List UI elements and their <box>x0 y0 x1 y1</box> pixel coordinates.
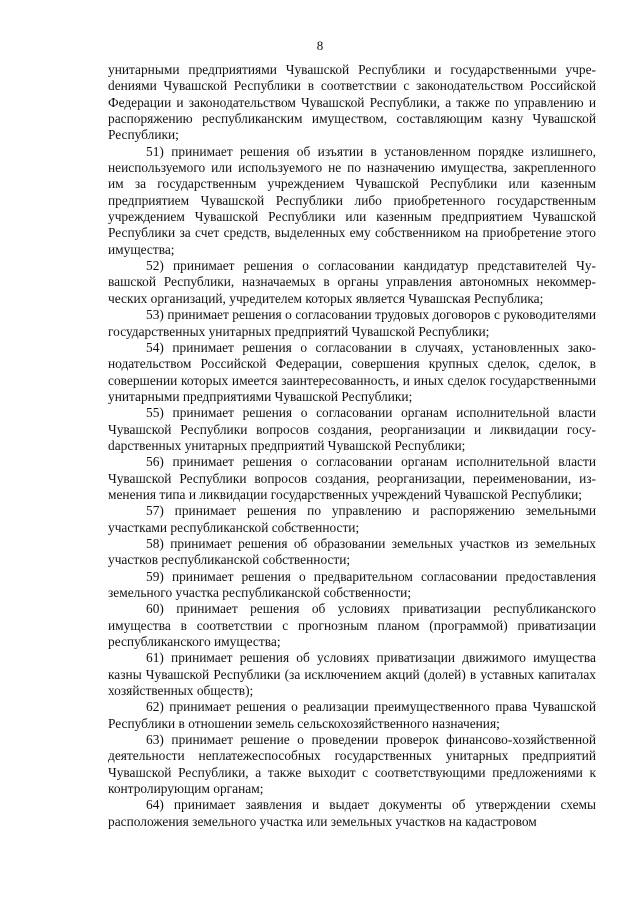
paragraph-item-58: 58) принимает решения об образовании земельных участков из земельных участков республиканской собственности; <box>108 535 596 568</box>
paragraph-item-59: 59) принимает решения о предварительном согласовании предоставления земельного участка республиканской собственности; <box>108 568 596 600</box>
paragraph-item-52: 52) принимает решения о согласовании кандидатур представителей Чувашской Республики, назначаемых в органы управления автономных некоммерческих организаций, учредителем которых является Чувашская Республика; <box>108 258 596 306</box>
paragraph-item-51: 51) принимает решения об изъятии в установленном порядке излишнего, неиспользуемого или используемого не по назначению имущества, закрепленного им за государственным учреждением Чувашской Республики или казенным предприятием Чувашской Республики либо приобретенного государственным учреждением Чувашской Республики или казенным предприятием Чувашской Республики за счет средств, выделенных ему собственником на приобретение этого имущества; <box>108 143 596 257</box>
paragraph-item-55: 55) принимает решения о согласовании органам исполнительной власти Чувашской Республики вопросов создания, реорганизации и ликвидации госуdарственных унитарных предприятий Чувашской Республики; <box>108 405 596 453</box>
paragraph-item-53: 53) принимает решения о согласовании трудовых договоров с руководителями государственных унитарных предприятий Чувашской Республики; <box>108 307 596 339</box>
paragraph-item-64: 64) принимает заявления и выдает документы об утверждении схемы расположения земельного участка или земельных участков на кадастровом <box>108 797 596 829</box>
page-number: 8 <box>316 38 324 53</box>
document-body <box>108 62 596 830</box>
paragraph-item-54: 54) принимает решения о согласовании в случаях, установленных законодательством Российской Федерации, совершения крупных сделок, сделок, в совершении которых имеется заинтересованность, и иных сделок государственными унитарными предприятиями Чувашской Республики; <box>108 339 596 404</box>
paragraph-item-56: 56) принимает решения о согласовании органам исполнительной власти Чувашской Республики вопросов создания, реорганизации, переименовании, изменения типа и ликвидации государственных учреждений Чувашской Республики; <box>108 454 596 502</box>
paragraph-item-62: 62) принимает решения о реализации преимущественного права Чувашской Республики в отношении земель сельскохозяйственного назначения; <box>108 699 596 731</box>
paragraph-item-60: 60) принимает решения об условиях приватизации республиканского имущества в соответствии с прогнозным планом (программой) приватизации республиканского имущества; <box>108 601 596 650</box>
paragraph-item-63: 63) принимает решение о проведении проверок финансово-хозяйственной деятельности неплатежеспособных государственных унитарных предприятий Чувашской Республики, а также выходит с соответствующими предложениями к контролирующим органам; <box>108 732 596 797</box>
paragraph-continuation: унитарными предприятиями Чувашской Республики и государственными учреdениями Чувашской Республики в соответствии с законодательством Российской Федерации и законодательством Чувашской Республики, а также по управлению и распоряжению республиканским имуществом, составляющим казну Чувашской Республики; <box>108 62 596 143</box>
paragraph-item-61: 61) принимает решения об условиях приватизации движимого имущества казны Чувашской Республики (за исключением акций (долей) в уставных капиталах хозяйственных обществ); <box>108 650 596 699</box>
paragraph-item-57: 57) принимает решения по управлению и распоряжению земельными участками республиканской собственности; <box>108 503 596 535</box>
